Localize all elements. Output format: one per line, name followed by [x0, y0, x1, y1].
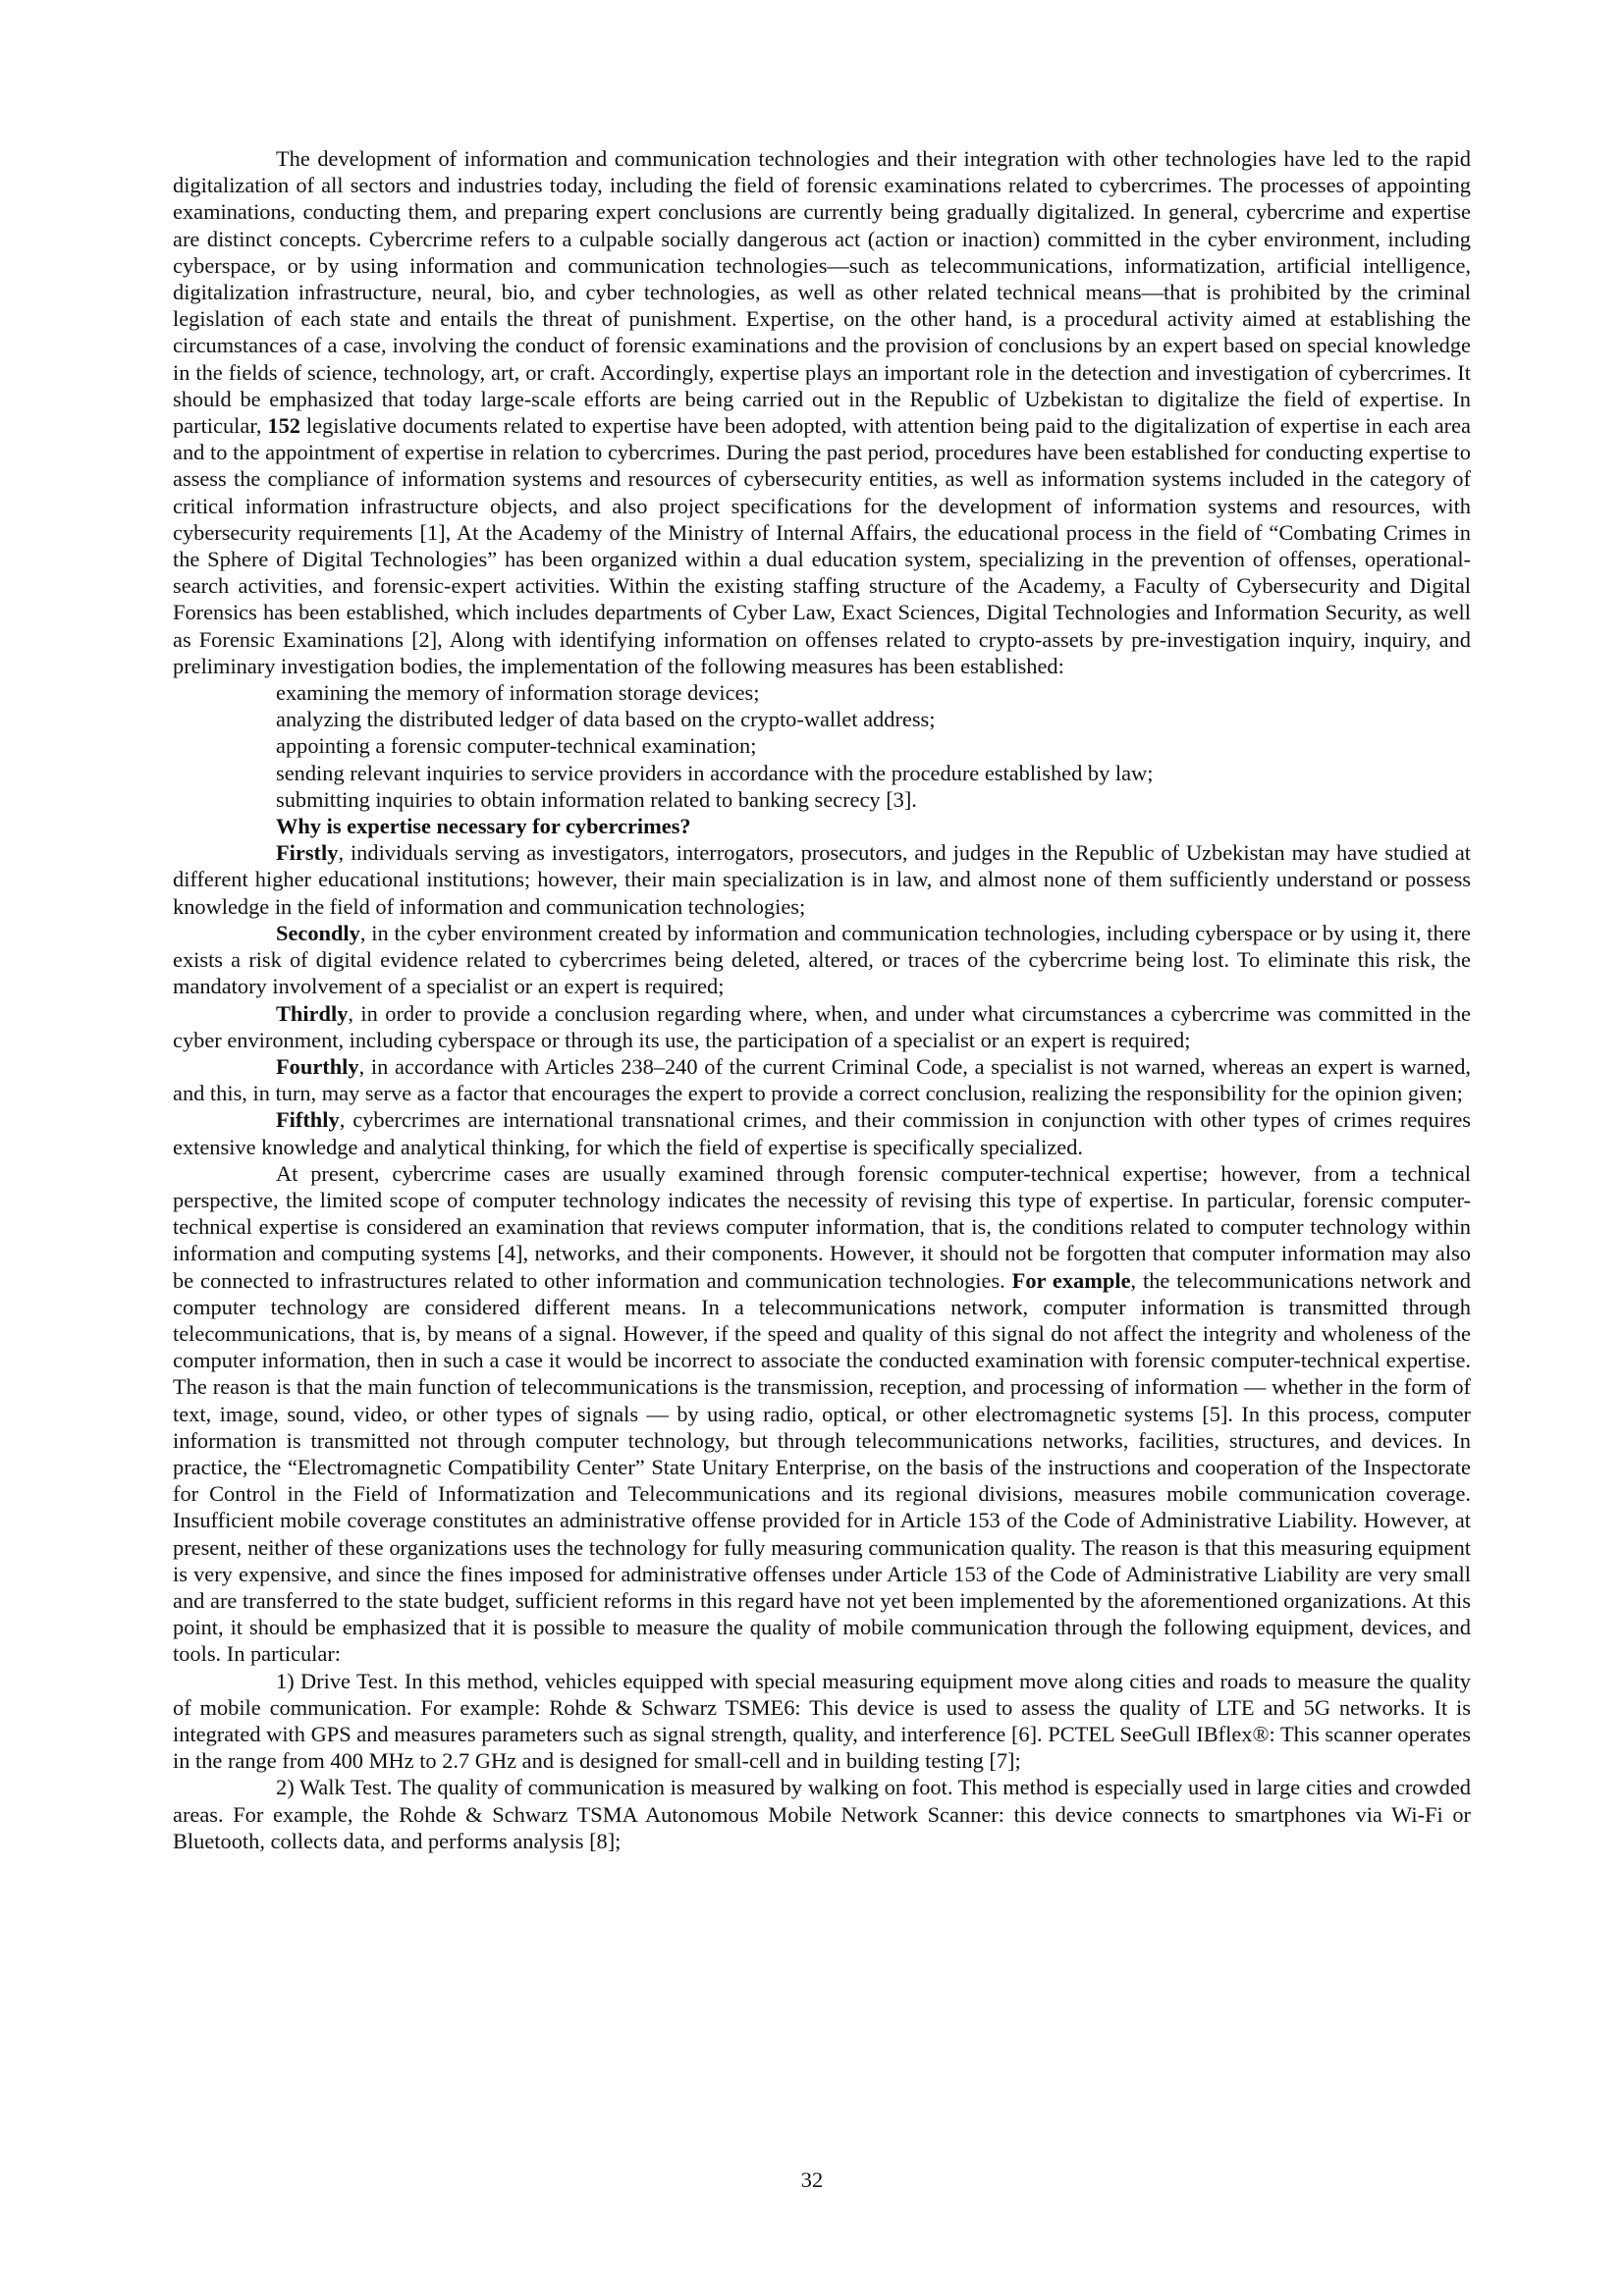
list-item: appointing a forensic computer-technical examination;	[276, 733, 757, 759]
reason-lead: Secondly	[276, 920, 360, 945]
list-item: submitting inquiries to obtain information related to banking secrecy [3].	[276, 786, 917, 812]
reason-text: , cybercrimes are international transnational crimes, and their commission in conjunction with other types of crimes requires extensive knowledge and analytical thinking, for which the field of expertise is specifically specialized.	[173, 1107, 1471, 1159]
reason-text: , in accordance with Articles 238–240 of the current Criminal Code, a specialist is not warned, whereas an expert is warned, and this, in turn, may serve as a factor that encourages the expert to provide a correct conclusion, realizing the responsibility for the opinion given;	[173, 1053, 1471, 1106]
list-item: sending relevant inquiries to service providers in accordance with the procedure established by law;	[276, 760, 1154, 785]
reason-lead: Fourthly	[276, 1053, 359, 1079]
section-heading: Why is expertise necessary for cybercrimes?	[276, 814, 691, 839]
reason-lead: Fifthly	[276, 1107, 340, 1133]
reason-lead: Thirdly	[276, 1000, 349, 1026]
reason-text: , in the cyber environment created by information and communication technologies, including cyberspace or by using it, there exists a risk of digital evidence related to cybercrimes being deleted, altered, or traces of the cybercrime being lost. To eliminate this risk, the mandatory involvement of a specialist or an expert is required;	[173, 920, 1471, 999]
paragraph-drive-test: 1) Drive Test. In this method, vehicles equipped with special measuring equipment move along cities and roads to measure the quality of mobile communication. For example: Rohde & Schwarz TSME6: This device is used to assess the quality of LTE and 5G networks. It is integrated with GPS and measures parameters such as signal strength, quality, and interference [6]. PCTEL SeeGull IBflex®: This scanner operates in the range from 400 MHz to 2.7 GHz and is designed for small-cell and in building testing [7];	[173, 1668, 1471, 1774]
reason-paragraph	[173, 1000, 1471, 1053]
paragraph-text: legislative documents related to expertise have been adopted, with attention being paid to the digitalization of expertise in each area and to the appointment of expertise in relation to cybercrimes. During the past period, procedures have been established for conducting expertise to assess the compliance of information systems and resources of cybersecurity entities, as well as information systems included in the category of critical information infrastructure objects, and also project specifications for the development of information systems and resources, with cybersecurity requirements [1], At the Academy of the Ministry of Internal Affairs, the educational process in the field of “Combating Crimes in the Sphere of Digital Technologies” has been organized within a dual education system, specializing in the prevention of offenses, operational-search activities, and forensic-expert activities. Within the existing staffing structure of the Academy, a Faculty of Cybersecurity and Digital Forensics has been established, which includes departments of Cyber Law, Exact Sciences, Digital Technologies and Information Security, as well as Forensic Examinations [2], Along with identifying information on offenses related to crypto-assets by pre-investigation inquiry, inquiry, and preliminary investigation bodies, the implementation of the following measures has been established:	[173, 413, 1471, 678]
list-item: analyzing the distributed ledger of data based on the crypto-wallet address;	[276, 707, 936, 732]
page-body	[173, 145, 1471, 1854]
reason-lead: Firstly	[276, 840, 339, 866]
reason-paragraph	[173, 1053, 1471, 1106]
list-item: examining the memory of information storage devices;	[276, 680, 760, 706]
reason-text: , individuals serving as investigators, interrogators, prosecutors, and judges in the Republic of Uzbekistan may have studied at different higher educational institutions; however, their main specialization is in law, and almost none of them sufficiently understand or possess knowledge in the field of information and communication technologies;	[173, 840, 1471, 919]
bold-number: 152	[267, 413, 300, 439]
paragraph-present	[173, 1160, 1471, 1668]
reason-paragraph	[173, 1106, 1471, 1159]
reason-text: , in order to provide a conclusion regarding where, when, and under what circumstances a cybercrime was committed in the cyber environment, including cyberspace or through its use, the participation of a specialist or an expert is required;	[173, 1000, 1471, 1052]
paragraph-text: The development of information and communication technologies and their integration with other technologies have led to the rapid digitalization of all sectors and industries today, including the field of forensic examinations related to cybercrimes. The processes of appointing examinations, conducting them, and preparing expert conclusions are currently being gradually digitalized. In general, cybercrime and expertise are distinct concepts. Cybercrime refers to a culpable socially dangerous act (action or inaction) committed in the cyber environment, including cyberspace, or by using information and communication technologies—such as telecommunications, informatization, artificial intelligence, digitalization infrastructure, neural, bio, and cyber technologies, as well as other related technical means—that is prohibited by the criminal legislation of each state and entails the threat of punishment. Expertise, on the other hand, is a procedural activity aimed at establishing the circumstances of a case, involving the conduct of forensic examinations and the provision of conclusions by an expert based on special knowledge in the fields of science, technology, art, or craft. Accordingly, expertise plays an important role in the detection and investigation of cybercrimes. It should be emphasized that today large-scale efforts are being carried out in the Republic of Uzbekistan to digitalize the field of expertise. In particular,	[173, 146, 1471, 439]
paragraph-text: , the telecommunications network and computer technology are considered different means. In a telecommunications network, computer information is transmitted through telecommunications, that is, by means of a signal. However, if the speed and quality of this signal do not affect the integrity and wholeness of the computer information, then in such a case it would be incorrect to associate the conducted examination with forensic computer-technical expertise. The reason is that the main function of telecommunications is the transmission, reception, and processing of information — whether in the form of text, image, sound, video, or other types of signals — by using radio, optical, or other electromagnetic systems [5]. In this process, computer information is transmitted not through computer technology, but through telecommunications networks, facilities, structures, and devices. In practice, the “Electromagnetic Compatibility Center” State Unitary Enterprise, on the basis of the instructions and cooperation of the Inspectorate for Control in the Field of Informatization and Telecommunications and its regional divisions, measures mobile communication coverage. Insufficient mobile coverage constitutes an administrative offense provided for in Article 153 of the Code of Administrative Liability. However, at present, neither of these organizations uses the technology for fully measuring communication quality. The reason is that this measuring equipment is very expensive, and since the fines imposed for administrative offenses under Article 153 of the Code of Administrative Liability are very small and are transferred to the state budget, sufficient reforms in this regard have not yet been implemented by the aforementioned organizations. At this point, it should be emphasized that it is possible to measure the quality of mobile communication through the following equipment, devices, and tools. In particular:	[173, 1267, 1471, 1667]
reason-paragraph	[173, 920, 1471, 1000]
bold-phrase: For example	[1011, 1267, 1131, 1293]
reason-paragraph	[173, 839, 1471, 920]
paragraph-text: At present, cybercrime cases are usually examined through forensic computer-technical expertise; however, from a technical perspective, the limited scope of computer technology indicates the necessity of revising this type of expertise. In particular, forensic computer-technical expertise is considered an examination that reviews computer information, that is, the conditions related to computer technology within information and computing systems [4], networks, and their components. However, it should not be forgotten that computer information may also be connected to infrastructures related to other information and communication technologies.	[173, 1160, 1471, 1293]
paragraph-introduction	[173, 145, 1471, 679]
paragraph-walk-test: 2) Walk Test. The quality of communication is measured by walking on foot. This method is especially used in large cities and crowded areas. For example, the Rohde & Schwarz TSMA Autonomous Mobile Network Scanner: this device connects to smartphones via Wi-Fi or Bluetooth, collects data, and performs analysis [8];	[173, 1775, 1471, 1853]
page-number: 32	[800, 2167, 824, 2192]
